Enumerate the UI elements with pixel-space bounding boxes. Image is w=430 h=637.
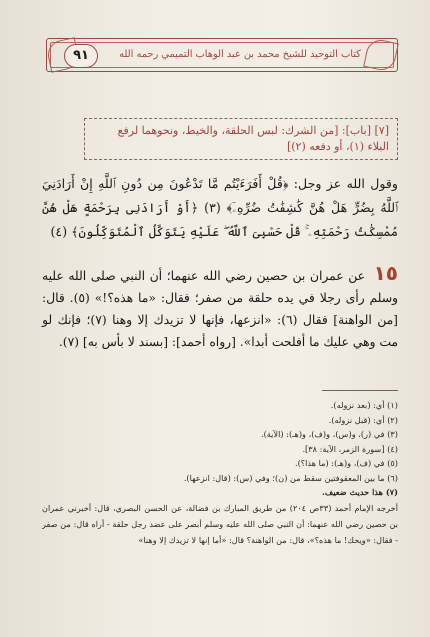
- footnote-7: (٧) هذا حديث ضعيف.: [322, 487, 398, 497]
- footnote-4: (٤) [سورة الزمر، الآية: ٣٨].: [302, 443, 398, 454]
- quran-verse-paragraph: وقول الله عز وجل: ﴿قُلْ أَفَرَءَيْتُم مَّا تَدْعُونَ مِن دُونِ ٱللَّهِ إِنْ أَرَادَنِيَ ٱللَّهُ بِضُرٍّ هَلْ هُنَّ كَٰشِفَٰتُ ضُرِّهِۦٓ﴾ (٣) ﴿أَوْ أَرَادَنِى بِرَحْمَةٍ هَلْ هُنَّ مُمْسِكَٰتُ رَحْمَتِهِۦ ۚ قُلْ حَسْبِىَ ٱللَّهُ ۖ عَلَيْهِ يَتَوَكَّلُ ٱلْمُتَوَكِّلُونَ﴾ (٤): [42, 176, 398, 239]
- page-number: ٩١: [64, 44, 98, 68]
- footnote-1: (١) أي: (بعد نزوله).: [330, 400, 398, 410]
- footnote-2: (٢) أي: (قبل نزوله).: [328, 414, 398, 425]
- hadith-text: عن عمران بن حصين رضي الله عنهما؛ أن النبي صلى الله عليه وسلم رأى رجلا في يده حلقة من صفر؛ فقال: «ما هذه؟!» (٥). قال: [من الواهنة] فقال (٦): «انزعها، فإنها لا تزيدك إلا وهنا (٧)؛ فإنك لو مت وهي عليك ما أفلحت أبدا». [رواه أحمد]: [بسند لا بأس به] (٧).: [42, 269, 398, 349]
- chapter-heading: [٧] [باب]: [من الشرك: لبس الحلقة، والخيط، ونحوهما لرفع البلاء (١)، أو دفعه (٢)]: [84, 118, 398, 160]
- footnote-6: (٦) ما بين المعقوفتين سقط من (ن)؛ وفي (س): (قال: انزعها).: [183, 472, 398, 483]
- takhrij-paragraph: أخرجه الإمام أحمد (٣٣ص ٢٠٤) من طريق المبارك بن فضالة، عن الحسن البصري، قال: أخبرني عمران بن حصين رضي الله عنهما: أن النبي صلى الله عليه وسلم أبصر على عضد رجل حلقة - أراه قال: من صفر - فقال: «ويحك! ما هذه؟»، قال: من الواهنة؟ قال: «أما إنها لا تزيدك إلا وهنا»: [42, 502, 398, 545]
- footnote-3: (٣) في (ر)، و(س)، و(ف)، و(هـ): (الآية).: [260, 429, 398, 439]
- hadith-number: ١٥: [373, 261, 398, 285]
- running-title: كتاب التوحيد للشيخ محمد بن عبد الوهاب التميمي رحمه الله: [119, 49, 361, 60]
- footnotes: [42, 398, 398, 548]
- hadith-paragraph: [42, 262, 398, 353]
- footnote-divider: [322, 390, 398, 391]
- footnote-5: (٥) في (ف)، و(هـ): (ما هذا؟).: [295, 458, 398, 468]
